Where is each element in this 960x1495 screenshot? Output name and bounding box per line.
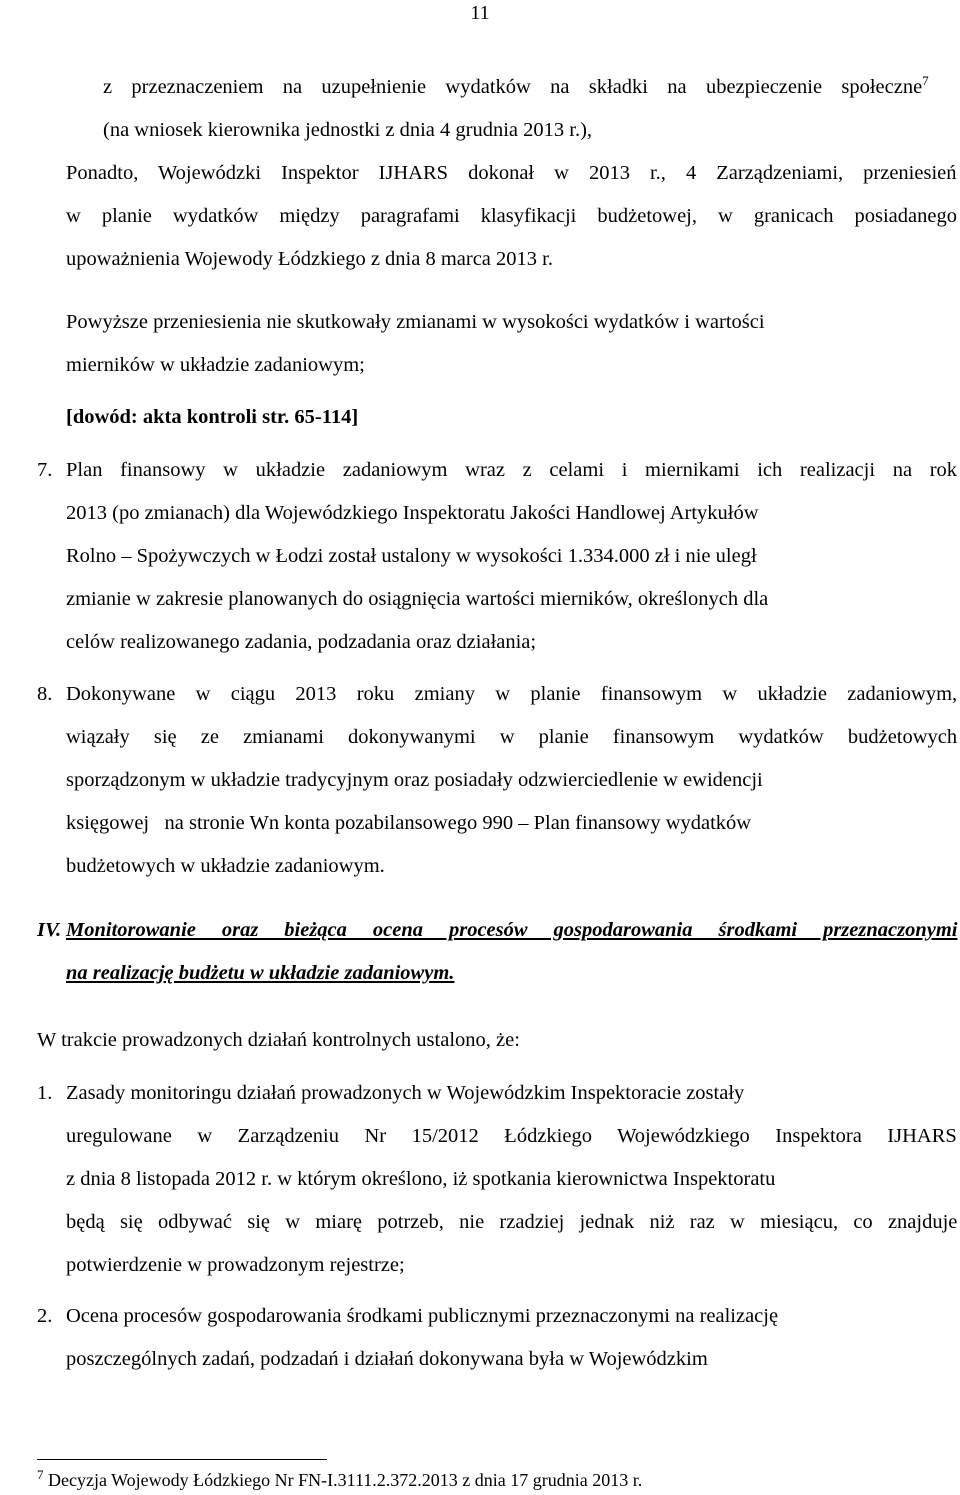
item-7-line-5: celów realizowanego zadania, podzadania oraz działania; bbox=[66, 631, 537, 653]
item-7-line-3: Rolno – Spożywczych w Łodzi został ustalony w wysokości 1.334.000 zł i nie uległ bbox=[66, 545, 757, 567]
footnote-reference: 7 bbox=[922, 73, 929, 89]
item-8-line-1: Dokonywane w ciągu 2013 roku zmiany w planie finansowym w układzie zadaniowym, bbox=[66, 683, 958, 705]
item-7-line-2: 2013 (po zmianach) dla Wojewódzkiego Inspektoratu Jakości Handlowej Artykułów bbox=[66, 502, 759, 524]
intro-line-1 bbox=[103, 73, 929, 98]
item-7-number: 7. bbox=[37, 459, 53, 481]
intro-line-5: upoważnienia Wojewody Łódzkiego z dnia 8 marca 2013 r. bbox=[66, 248, 553, 270]
footnote-separator bbox=[37, 1459, 327, 1460]
intro-line-7: mierników w układzie zadaniowym; bbox=[66, 354, 365, 376]
intro-line-4: w planie wydatków między paragrafami klasyfikacji budżetowej, w granicach posiadanego bbox=[66, 205, 957, 227]
item-8-number: 8. bbox=[37, 683, 53, 705]
item-8-line-2: wiązały się ze zmianami dokonywanymi w planie finansowym wydatków budżetowych bbox=[66, 726, 958, 748]
findings-intro: W trakcie prowadzonych działań kontrolnych ustalono, że: bbox=[37, 1029, 520, 1051]
intro-line-1-text: z przeznaczeniem na uzupełnienie wydatków na składki na ubezpieczenie społeczne bbox=[103, 76, 923, 98]
finding-1-line-4: będą się odbywać się w miarę potrzeb, nie rzadziej jednak niż raz w miesiącu, co znajduje bbox=[66, 1211, 958, 1233]
item-7-line-1: Plan finansowy w układzie zadaniowym wraz z celami i miernikami ich realizacji na rok bbox=[66, 459, 958, 481]
finding-1-number: 1. bbox=[37, 1082, 53, 1104]
section-4-title-line-2: na realizację budżetu w układzie zadaniowym. bbox=[66, 962, 455, 984]
section-4-number: IV. bbox=[37, 919, 62, 941]
item-7-line-4: zmianie w zakresie planowanych do osiągnięcia wartości mierników, określonych dla bbox=[66, 588, 769, 610]
item-8-line-3: sporządzonym w układzie tradycyjnym oraz posiadały odzwierciedlenie w ewidencji bbox=[66, 769, 763, 791]
finding-1-line-2: uregulowane w Zarządzeniu Nr 15/2012 Łódzkiego Wojewódzkiego Inspektora IJHARS bbox=[66, 1125, 957, 1147]
section-4-title-line-1: Monitorowanie oraz bieżąca ocena procesów gospodarowania środkami przeznaczonymi bbox=[66, 919, 958, 941]
item-8-line-4: księgowej na stronie Wn konta pozabilansowego 990 – Plan finansowy wydatków bbox=[66, 812, 752, 834]
finding-1-line-3: z dnia 8 listopada 2012 r. w którym określono, iż spotkania kierownictwa Inspektoratu bbox=[66, 1168, 776, 1190]
intro-line-6: Powyższe przeniesienia nie skutkowały zmianami w wysokości wydatków i wartości bbox=[66, 311, 765, 333]
finding-1-line-5: potwierdzenie w prowadzonym rejestrze; bbox=[66, 1254, 405, 1276]
page-number: 11 bbox=[470, 2, 490, 24]
finding-2-line-1: Ocena procesów gospodarowania środkami publicznymi przeznaczonymi na realizację bbox=[66, 1305, 779, 1327]
finding-1-line-1: Zasady monitoringu działań prowadzonych w Wojewódzkim Inspektoracie zostały bbox=[66, 1082, 745, 1104]
footnote-text: Decyzja Wojewody Łódzkiego Nr FN-I.3111.2.372.2013 z dnia 17 grudnia 2013 r. bbox=[43, 1470, 643, 1490]
footnote bbox=[37, 1467, 643, 1490]
intro-line-3: Ponadto, Wojewódzki Inspektor IJHARS dokonał w 2013 r., 4 Zarządzeniami, przeniesień bbox=[66, 162, 957, 184]
item-8-line-5: budżetowych w układzie zadaniowym. bbox=[66, 855, 385, 877]
footnote-number: 7 bbox=[37, 1467, 44, 1482]
finding-2-number: 2. bbox=[37, 1305, 53, 1327]
evidence-reference: [dowód: akta kontroli str. 65-114] bbox=[66, 406, 359, 428]
finding-2-line-2: poszczególnych zadań, podzadań i działań dokonywana była w Wojewódzkim bbox=[66, 1348, 708, 1370]
intro-line-2: (na wniosek kierownika jednostki z dnia 4 grudnia 2013 r.), bbox=[103, 119, 593, 141]
